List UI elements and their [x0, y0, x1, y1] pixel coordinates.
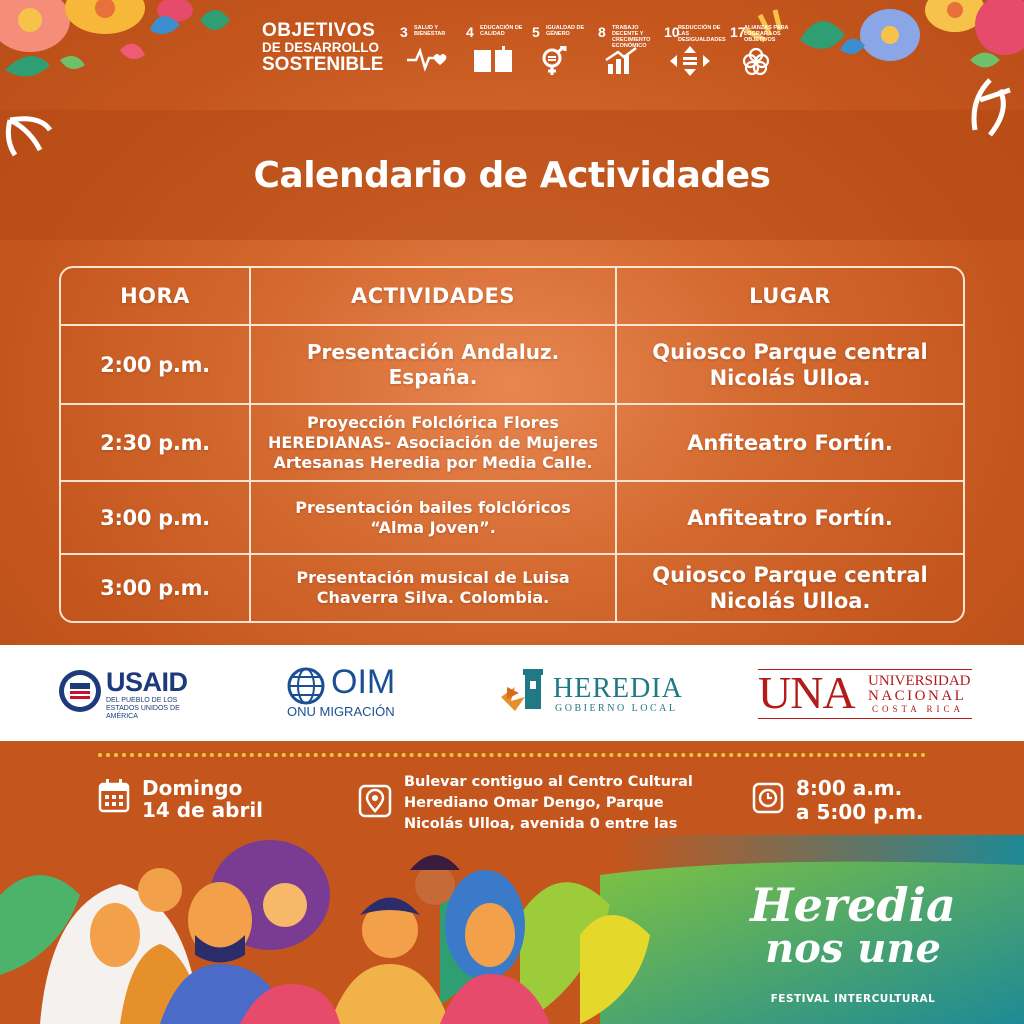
goal-label: SALUD Y BIENESTAR [414, 25, 446, 37]
usaid-logo [58, 669, 208, 719]
oim-name: OIM [331, 663, 396, 701]
header-hora: HORA [61, 268, 251, 324]
goal-label: ALIANZAS PARA LOGRAR LOS OBJETIVOS [744, 25, 789, 43]
ods-goal-3 [400, 22, 458, 82]
date-line2: 14 de abril [142, 798, 264, 822]
address-text: Bulevar contiguo al Centro Cultural Herediano Omar Dengo, Parque Nicolás Ulloa, avenida 0 entre las [404, 774, 693, 832]
cell-lugar: Anfiteatro Fortín. [687, 505, 893, 530]
header-actividades: ACTIVIDADES [251, 268, 617, 324]
book-icon [472, 46, 516, 74]
clock-icon [752, 782, 784, 816]
una-subtitle-1: UNIVERSIDAD [868, 673, 971, 689]
goal-number: 17 [730, 24, 746, 40]
table-row [61, 326, 963, 405]
cell-actividad: Presentación Andaluz. España. [251, 326, 617, 403]
ods-title [262, 22, 392, 73]
activities-table [59, 266, 965, 623]
cell-hora: 2:30 p.m. [61, 405, 251, 480]
heartbeat-icon [406, 46, 450, 72]
usaid-seal-icon [58, 669, 102, 713]
info-time [752, 776, 924, 824]
ods-header [262, 22, 788, 82]
goal-number: 5 [532, 24, 540, 40]
heredia-logo [497, 667, 687, 721]
ods-title-line2: DE DESARROLLO [262, 40, 380, 55]
usaid-name: USAID [106, 667, 188, 697]
gender-equality-icon [538, 46, 578, 76]
heredia-fortin-icon [497, 667, 553, 721]
partnership-icon [736, 46, 776, 76]
festival-logo [738, 880, 968, 1010]
festival-subtitle: FESTIVAL INTERCULTURAL [770, 993, 936, 1005]
oim-subtitle: ONU MIGRACIÓN [287, 704, 395, 719]
cell-actividad: Presentación musical de Luisa Chaverra Silva. Colombia. [251, 555, 617, 621]
usaid-subtitle: DEL PUEBLO DE LOS ESTADOS UNIDOS DE AMÉRICA [106, 697, 180, 720]
location-pin-icon [358, 784, 392, 822]
table-header-row [61, 268, 963, 326]
growth-chart-icon [604, 46, 644, 76]
ods-title-line3: SOSTENIBLE [262, 54, 384, 75]
time-line1: 8:00 a.m. [796, 776, 903, 800]
page-title: Calendario de Actividades [253, 155, 771, 196]
una-logo [758, 669, 972, 719]
cell-hora: 3:00 p.m. [61, 555, 251, 621]
ods-goal-8 [598, 22, 656, 82]
goal-number: 10 [664, 24, 680, 40]
ods-goal-5 [532, 22, 590, 82]
goal-label: IGUALDAD DE GÉNERO [546, 25, 585, 37]
cell-hora: 2:00 p.m. [61, 326, 251, 403]
una-subtitle-3: COSTA RICA [872, 704, 965, 714]
goal-number: 4 [466, 24, 474, 40]
header-lugar: LUGAR [749, 284, 831, 308]
heredia-name: HEREDIA [553, 673, 683, 704]
goal-label: EDUCACIÓN DE CALIDAD [480, 25, 523, 37]
una-name: UNA [758, 667, 855, 718]
date-line1: Domingo [142, 776, 243, 800]
festival-title-line1: Heredia [750, 878, 956, 932]
reduced-inequality-icon [670, 46, 710, 76]
ods-goal-17 [730, 22, 788, 82]
table-row [61, 405, 963, 482]
sponsor-strip [0, 645, 1024, 741]
flowers-top-left [0, 0, 260, 170]
cell-lugar: Quiosco Parque central Nicolás Ulloa. [652, 563, 928, 613]
oim-logo [287, 663, 417, 719]
time-line2: a 5:00 p.m. [796, 800, 924, 824]
cell-lugar: Quiosco Parque central Nicolás Ulloa. [652, 339, 928, 390]
goal-label: REDUCCIÓN DE LAS DESIGUALDADES [678, 25, 726, 43]
una-subtitle-2: NACIONAL [868, 688, 967, 704]
cell-lugar: Anfiteatro Fortín. [687, 430, 893, 455]
ods-title-line1: OBJETIVOS [262, 20, 376, 41]
festival-title-line2: nos une [765, 925, 941, 972]
info-date [98, 777, 263, 821]
goal-number: 8 [598, 24, 606, 40]
heredia-subtitle: GOBIERNO LOCAL [555, 703, 678, 714]
cell-actividad: Presentación bailes folclóricos “Alma Joven”. [251, 482, 617, 553]
cell-actividad: Proyección Folclórica Flores HEREDIANAS- Asociación de Mujeres Artesanas Heredia por Media Calle. [251, 405, 617, 480]
table-row [61, 555, 963, 621]
calendar-icon [98, 779, 130, 813]
dotted-divider [98, 753, 926, 757]
ods-goal-10 [664, 22, 726, 82]
cell-hora: 3:00 p.m. [61, 482, 251, 553]
table-row [61, 482, 963, 555]
oim-globe-icon [287, 667, 325, 705]
ods-goal-4 [466, 22, 524, 82]
goal-label: TRABAJO DECENTE Y CRECIMIENTO ECONÓMICO [612, 25, 651, 49]
goal-number: 3 [400, 24, 408, 40]
